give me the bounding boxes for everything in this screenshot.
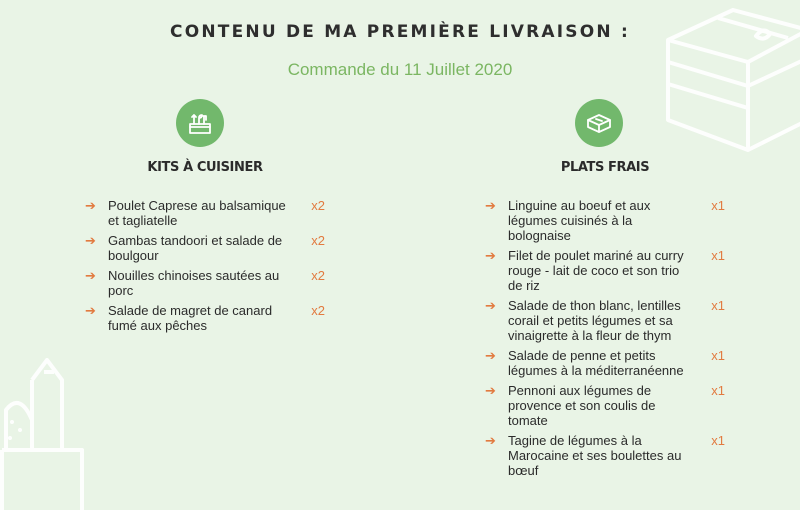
kits-list — [85, 198, 325, 333]
arrow-right-icon: ➔ — [85, 233, 96, 248]
page-title: CONTENU DE MA PREMIÈRE LIVRAISON : — [170, 22, 630, 42]
list-item — [485, 433, 725, 478]
item-quantity: x2 — [311, 233, 325, 248]
item-quantity: x1 — [711, 383, 725, 398]
item-label: Salade de magret de canard fumé aux pêches — [108, 303, 273, 333]
item-label: Poulet Caprese au balsamique et tagliatelle — [108, 198, 286, 228]
item-label: Nouilles chinoises sautées au porc — [108, 268, 280, 298]
item-label: Salade de penne et petits légumes à la méditerranéenne — [508, 348, 684, 378]
item-label: Gambas tandoori et salade de boulgour — [108, 233, 283, 263]
fresh-dish-icon — [575, 99, 623, 147]
item-quantity: x1 — [711, 348, 725, 363]
list-item — [85, 268, 325, 298]
list-item — [85, 303, 325, 333]
arrow-right-icon: ➔ — [485, 298, 496, 313]
list-item — [485, 248, 725, 293]
section-title: KITS À CUISINER — [147, 160, 263, 175]
item-label: Linguine au boeuf et aux légumes cuisinés à la bolognaise — [508, 198, 651, 243]
item-quantity: x2 — [311, 303, 325, 318]
section-fresh-dishes — [485, 99, 725, 483]
item-label: Pennoni aux légumes de provence et son coulis de tomate — [508, 383, 656, 428]
list-item — [85, 233, 325, 263]
item-quantity: x1 — [711, 198, 725, 213]
list-item — [485, 198, 725, 243]
section-title: PLATS FRAIS — [560, 160, 650, 175]
arrow-right-icon: ➔ — [485, 198, 496, 213]
arrow-right-icon: ➔ — [485, 248, 496, 263]
fresh-dishes-list — [485, 198, 725, 478]
item-label: Salade de thon blanc, lentilles corail et petits légumes et sa vinaigrette à la fleur de thym — [508, 298, 681, 343]
arrow-right-icon: ➔ — [85, 303, 96, 318]
item-quantity: x2 — [311, 198, 325, 213]
item-label: Filet de poulet mariné au curry rouge - lait de coco et son trio de riz — [508, 248, 684, 293]
item-quantity: x1 — [711, 298, 725, 313]
item-quantity: x1 — [711, 248, 725, 263]
arrow-right-icon: ➔ — [485, 348, 496, 363]
item-quantity: x1 — [711, 433, 725, 448]
arrow-right-icon: ➔ — [485, 383, 496, 398]
order-date-subtitle: Commande du 11 Juillet 2020 — [287, 60, 513, 79]
list-item — [85, 198, 325, 228]
item-quantity: x2 — [311, 268, 325, 283]
list-item — [485, 298, 725, 343]
arrow-right-icon: ➔ — [85, 198, 96, 213]
list-item — [485, 348, 725, 378]
arrow-right-icon: ➔ — [85, 268, 96, 283]
cooking-kit-icon — [176, 99, 224, 147]
item-label: Tagine de légumes à la Marocaine et ses boulettes au bœuf — [508, 433, 682, 478]
section-kits — [85, 99, 325, 338]
list-item — [485, 383, 725, 428]
grocery-bag-illustration — [0, 350, 92, 510]
arrow-right-icon: ➔ — [485, 433, 496, 448]
